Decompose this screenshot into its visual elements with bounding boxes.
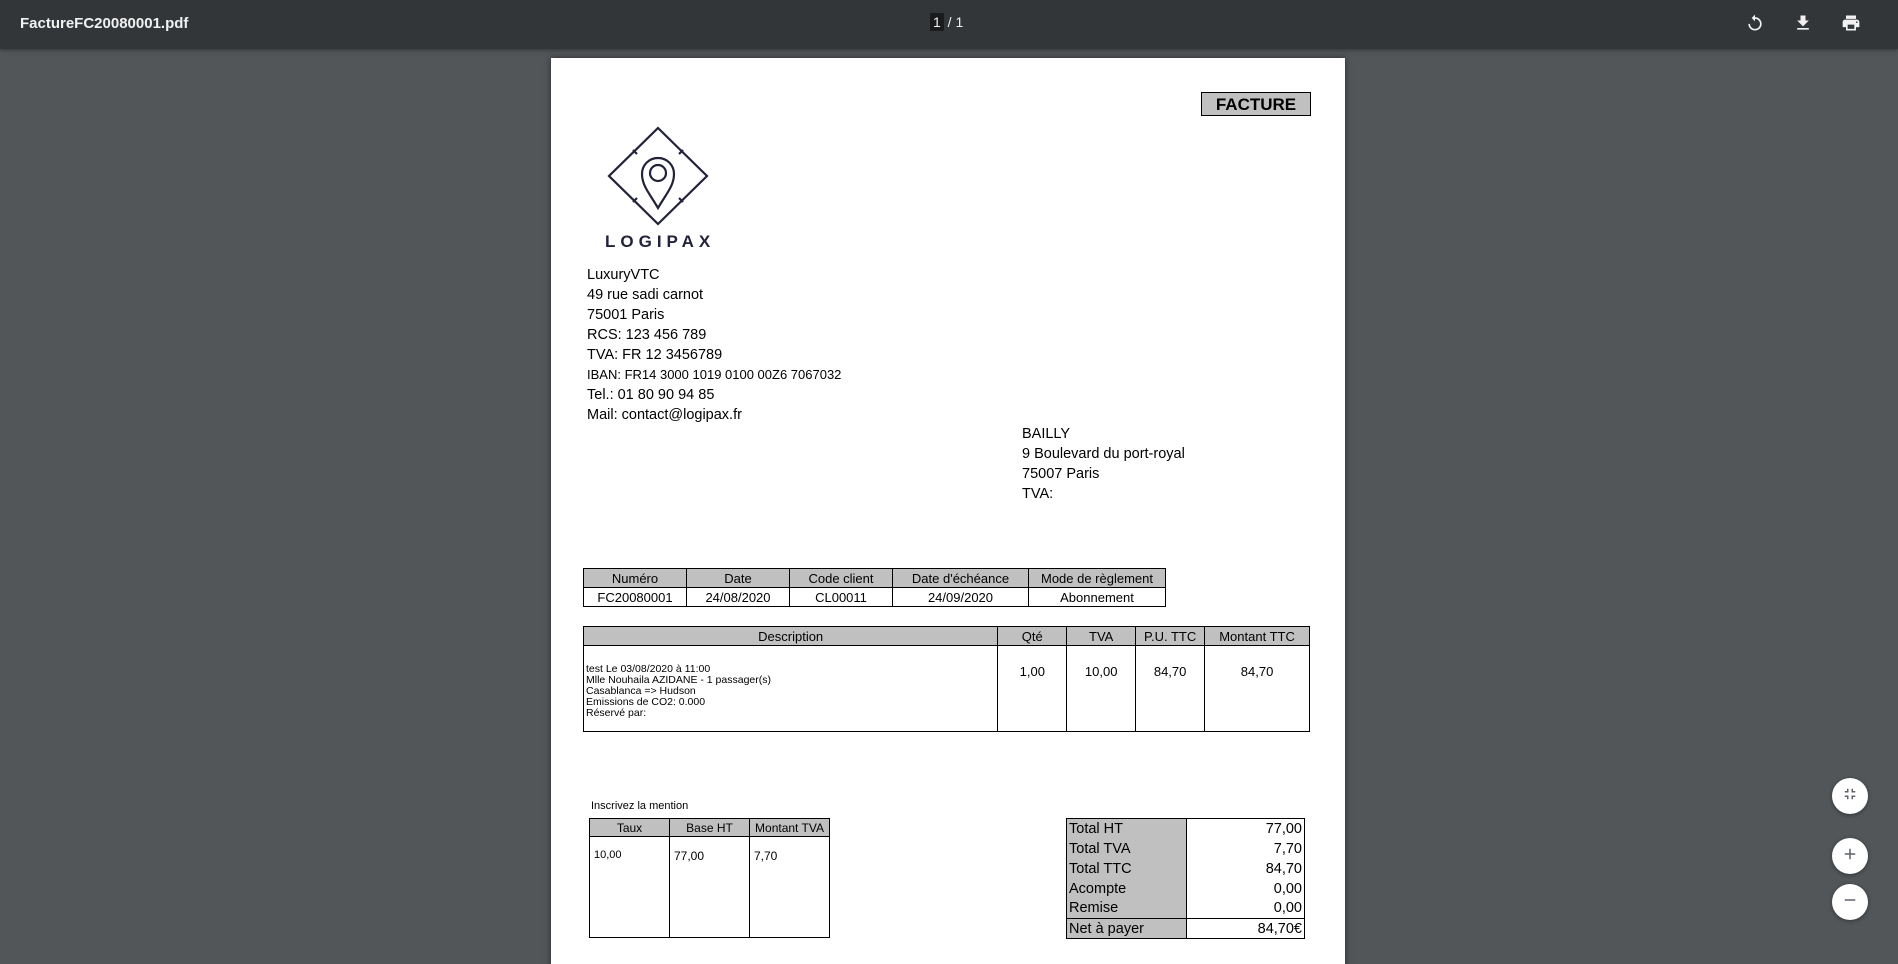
total-value: 0,00 bbox=[1187, 899, 1305, 919]
table-header-row bbox=[584, 569, 1166, 588]
net-label: Net à payer bbox=[1067, 919, 1187, 939]
total-value: 0,00 bbox=[1187, 879, 1305, 899]
description-line: Mlle Nouhaila AZIDANE - 1 passager(s) bbox=[586, 674, 771, 686]
zoom-out-button[interactable] bbox=[1832, 884, 1868, 920]
fit-page-icon bbox=[1841, 785, 1859, 808]
zoom-out-icon bbox=[1841, 891, 1859, 914]
download-icon bbox=[1793, 13, 1813, 38]
sender-tel: Tel.: 01 80 90 94 85 bbox=[587, 387, 715, 403]
totals-table bbox=[1066, 818, 1305, 939]
invoice-date: 24/08/2020 bbox=[687, 588, 790, 607]
total-row bbox=[1067, 899, 1305, 919]
zoom-in-button[interactable] bbox=[1832, 838, 1868, 874]
client-code: CL00011 bbox=[790, 588, 893, 607]
line-montant: 84,70 bbox=[1205, 646, 1310, 732]
header-qty: Qté bbox=[998, 627, 1067, 646]
total-label: Acompte bbox=[1067, 879, 1187, 899]
header-tva: TVA bbox=[1067, 627, 1136, 646]
page-total: 1 bbox=[955, 14, 964, 30]
total-value: 77,00 bbox=[1187, 819, 1305, 839]
header-code-client: Code client bbox=[790, 569, 893, 588]
table-header-row bbox=[590, 819, 830, 837]
header-date: Date bbox=[687, 569, 790, 588]
header-base-ht: Base HT bbox=[670, 819, 750, 837]
vat-table bbox=[589, 818, 830, 938]
document-title: FactureFC20080001.pdf bbox=[20, 15, 189, 32]
zoom-in-icon bbox=[1841, 845, 1859, 868]
total-label: Total TTC bbox=[1067, 859, 1187, 879]
due-date: 24/09/2020 bbox=[893, 588, 1029, 607]
sender-tva: TVA: FR 12 3456789 bbox=[587, 347, 723, 363]
line-pu: 84,70 bbox=[1136, 646, 1205, 732]
vat-rate: 10,00 bbox=[590, 837, 670, 938]
viewer-toolbar bbox=[0, 0, 1898, 49]
table-header-row bbox=[584, 627, 1310, 646]
total-label: Total HT bbox=[1067, 819, 1187, 839]
fit-page-button[interactable] bbox=[1832, 778, 1868, 814]
company-logo bbox=[603, 126, 713, 248]
description-line: Emissions de CO2: 0.000 bbox=[586, 696, 706, 708]
description-line: Réservé par: bbox=[586, 707, 647, 719]
sender-rcs: RCS: 123 456 789 bbox=[587, 327, 707, 343]
table-row bbox=[590, 837, 830, 938]
invoice-number: FC20080001 bbox=[584, 588, 687, 607]
total-row bbox=[1067, 879, 1305, 899]
sender-mail: Mail: contact@logipax.fr bbox=[587, 407, 742, 423]
header-description: Description bbox=[584, 627, 998, 646]
header-pu-ttc: P.U. TTC bbox=[1136, 627, 1205, 646]
sender-iban: IBAN: FR14 3000 1019 0100 00Z6 7067032 bbox=[587, 367, 842, 382]
total-label: Remise bbox=[1067, 899, 1187, 919]
total-row bbox=[1067, 819, 1305, 839]
vat-base: 77,00 bbox=[670, 837, 750, 938]
sender-address bbox=[587, 265, 841, 425]
invoice-info-table bbox=[583, 568, 1166, 607]
header-montant-tva: Montant TVA bbox=[750, 819, 830, 837]
sender-city: 75001 Paris bbox=[587, 307, 665, 323]
header-numero: Numéro bbox=[584, 569, 687, 588]
line-tva: 10,00 bbox=[1067, 646, 1136, 732]
page-indicator bbox=[930, 14, 963, 30]
total-value: 84,70 bbox=[1187, 859, 1305, 879]
description-line: test Le 03/08/2020 à 11:00 bbox=[586, 663, 711, 675]
total-row bbox=[1067, 839, 1305, 859]
sender-street: 49 rue sadi carnot bbox=[587, 287, 704, 303]
header-mode-reglement: Mode de règlement bbox=[1029, 569, 1166, 588]
client-name: BAILLY bbox=[1022, 426, 1071, 442]
vat-amount: 7,70 bbox=[750, 837, 830, 938]
client-street: 9 Boulevard du port-royal bbox=[1022, 446, 1185, 462]
line-qty: 1,00 bbox=[998, 646, 1067, 732]
description-line: Casablanca => Hudson bbox=[586, 685, 696, 697]
client-city: 75007 Paris bbox=[1022, 466, 1100, 482]
invoice-title: FACTURE bbox=[1201, 92, 1311, 116]
net-value: 84,70€ bbox=[1187, 919, 1305, 939]
total-row bbox=[1067, 919, 1305, 939]
rotate-button[interactable] bbox=[1742, 12, 1768, 38]
payment-mode: Abonnement bbox=[1029, 588, 1166, 607]
total-value: 7,70 bbox=[1187, 839, 1305, 859]
print-button[interactable] bbox=[1838, 12, 1864, 38]
page-number-input[interactable]: 1 bbox=[930, 13, 944, 31]
logo-text: LOGIPAX bbox=[605, 232, 716, 251]
client-address bbox=[1022, 424, 1185, 504]
page-separator: / bbox=[943, 14, 956, 30]
table-row bbox=[584, 588, 1166, 607]
invoice-lines-table bbox=[583, 626, 1310, 732]
download-button[interactable] bbox=[1790, 12, 1816, 38]
table-row bbox=[584, 646, 1310, 732]
header-taux: Taux bbox=[590, 819, 670, 837]
mention-text: Inscrivez la mention bbox=[591, 800, 689, 812]
total-label: Total TVA bbox=[1067, 839, 1187, 859]
print-icon bbox=[1841, 13, 1861, 38]
header-montant-ttc: Montant TTC bbox=[1205, 627, 1310, 646]
client-tva: TVA: bbox=[1022, 486, 1054, 502]
sender-name: LuxuryVTC bbox=[587, 267, 660, 283]
pdf-page bbox=[551, 58, 1345, 964]
line-description bbox=[584, 646, 998, 732]
total-row bbox=[1067, 859, 1305, 879]
header-date-echeance: Date d'échéance bbox=[893, 569, 1029, 588]
rotate-icon bbox=[1745, 13, 1765, 38]
